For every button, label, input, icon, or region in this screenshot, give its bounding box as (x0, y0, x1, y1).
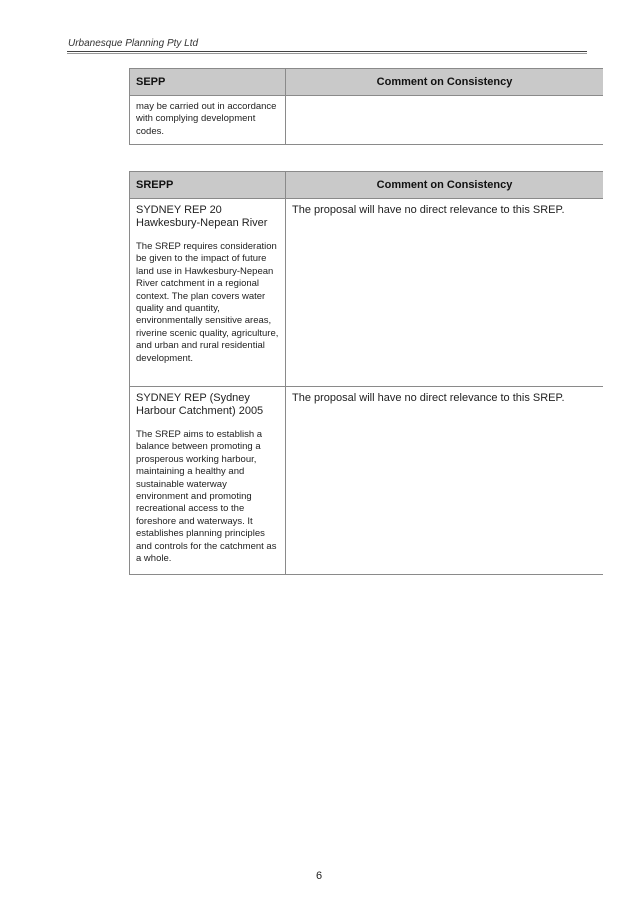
srepp-table (129, 171, 603, 575)
sepp-cell-text: may be carried out in accordance with complying development codes. (136, 101, 277, 137)
header-company-name: Urbanesque Planning Pty Ltd (68, 38, 199, 49)
srepp-description: The SREP requires consideration be given to the impact of future land use in Hawkesbury-Nepean River catchment in a regional context. The plan covers water quality and quantity, environmentally sensitive areas, riverine scenic quality, agriculture, and urban and rural residential development. (136, 241, 279, 364)
sepp-table-header-row (130, 69, 604, 96)
srepp-title: SYDNEY REP 20 Hawkesbury-Nepean River (136, 204, 268, 229)
table-row (130, 199, 604, 387)
srepp-cell (130, 199, 286, 387)
comment-cell (286, 96, 604, 145)
srepp-description: The SREP aims to establish a balance between promoting a prosperous working harbour, maintaining a healthy and sustainable waterway environment and promoting recreational access to the foreshore and waterways. It establishes planning principles and controls for the catchment as a whole. (136, 429, 277, 565)
page-number: 6 (315, 870, 323, 882)
comment-cell: The proposal will have no direct relevance to this SREP. (286, 199, 604, 387)
header-divider (67, 51, 587, 54)
comment-column-header: Comment on Consistency (286, 69, 604, 96)
table-row (130, 96, 604, 145)
srepp-table-header-row (130, 172, 604, 199)
table-row (130, 387, 604, 575)
comment-column-header: Comment on Consistency (286, 172, 604, 199)
srepp-column-header: SREPP (130, 172, 286, 199)
comment-cell: The proposal will have no direct relevance to this SREP. (286, 387, 604, 575)
srepp-cell (130, 387, 286, 575)
srepp-title: SYDNEY REP (Sydney Harbour Catchment) 2005 (136, 392, 264, 417)
sepp-column-header: SEPP (130, 69, 286, 96)
sepp-cell (130, 96, 286, 145)
sepp-table (129, 68, 603, 145)
